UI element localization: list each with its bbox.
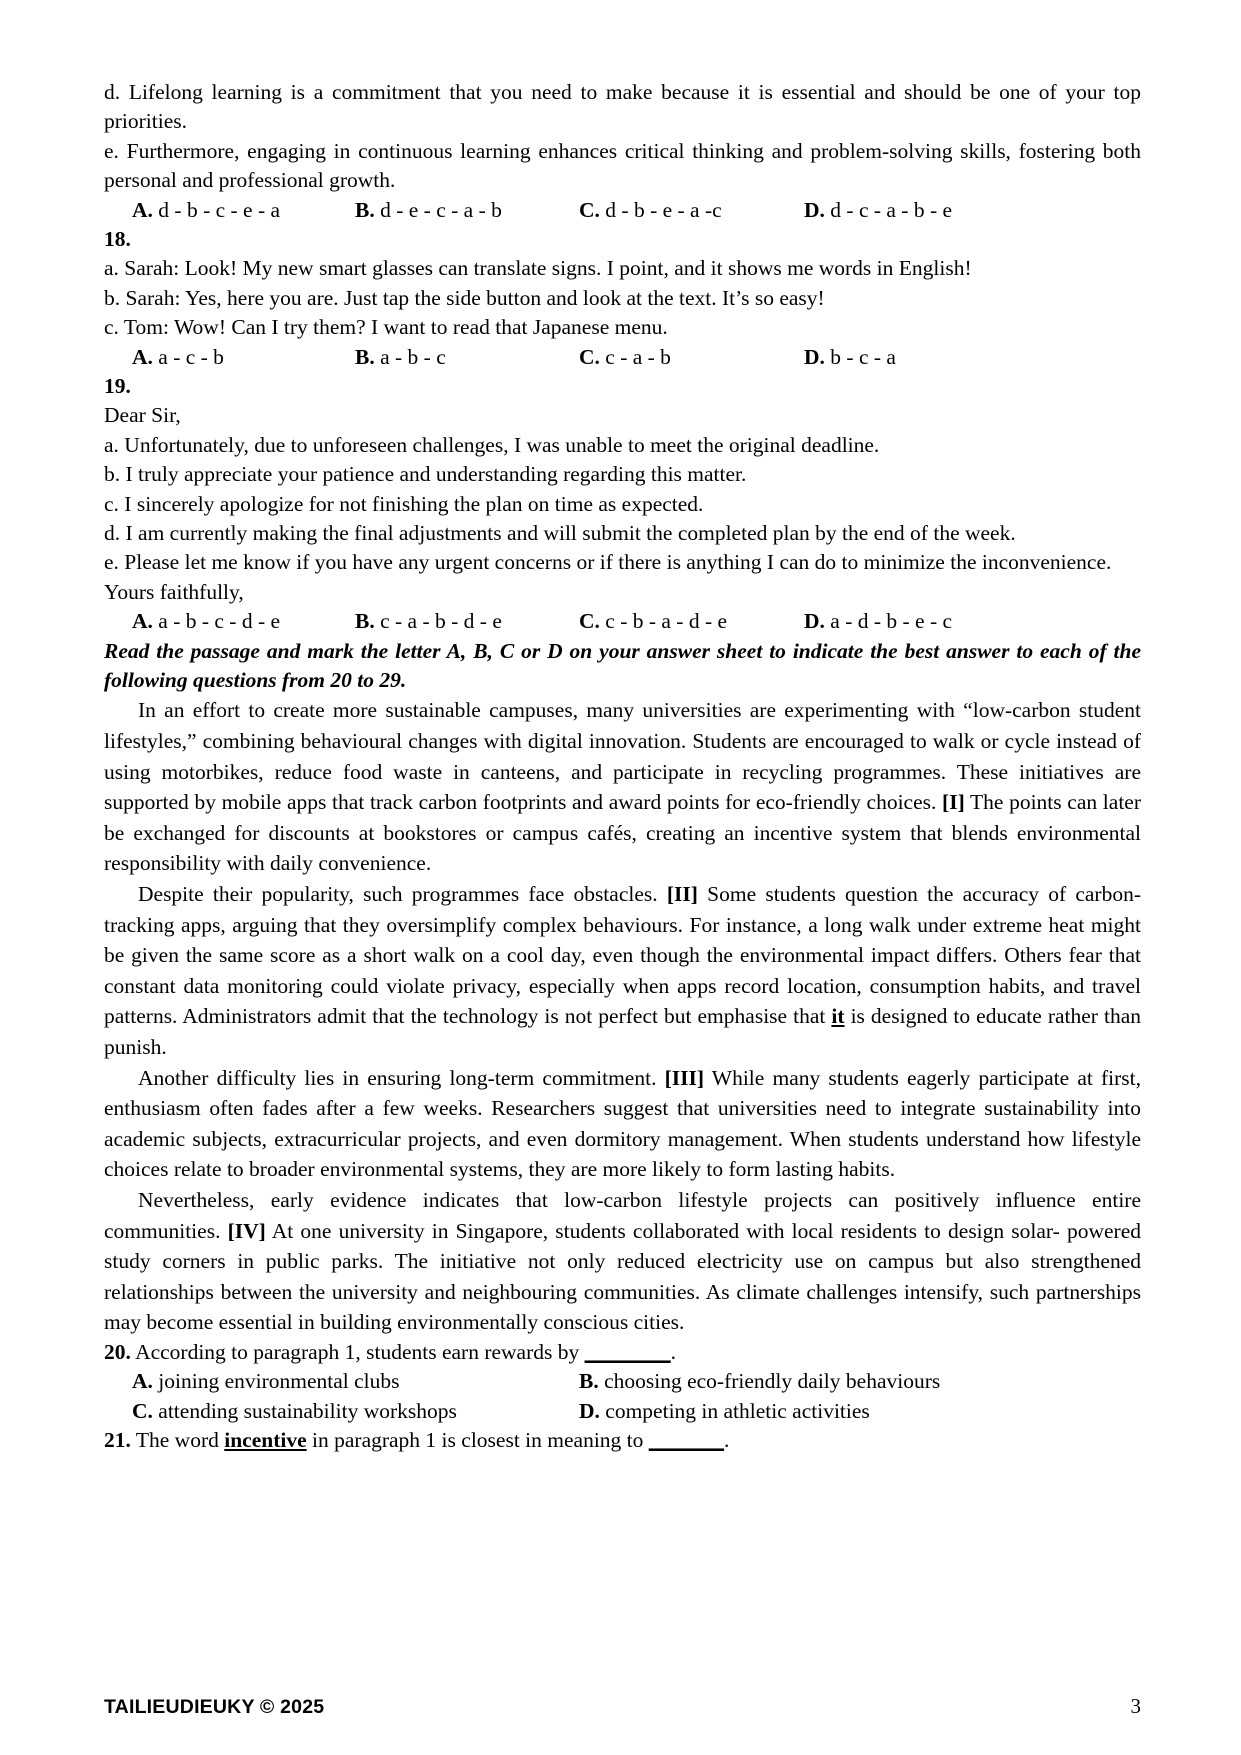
q19-option-c-label: C.	[579, 609, 600, 634]
q19-number: 19.	[104, 374, 131, 399]
q21-stem-mid: in paragraph 1 is closest in meaning to	[306, 1428, 649, 1453]
q18-option-b-label: B.	[355, 344, 375, 369]
q20-option-c-text: attending sustainability workshops	[158, 1398, 457, 1423]
q19-item-e: e. Please let me know if you have any urgent concerns or if there is anything I can do to minimize the inconvenience.	[104, 550, 1112, 575]
insertion-marker-iii: [III]	[664, 1065, 705, 1090]
q20-option-d[interactable]	[579, 1397, 870, 1426]
q19-option-b[interactable]	[355, 607, 502, 636]
q19-option-a-label: A.	[132, 609, 153, 634]
q19-option-d-text: a - d - b - e - c	[830, 609, 953, 634]
q17-option-b-label: B.	[355, 197, 375, 222]
q18-options-row	[104, 343, 1141, 372]
q19-option-d-label: D.	[804, 609, 825, 634]
p4-text-part2: At one university in Singapore, students collaborated with local residents to design solar- powered study corners in public parks. The initiative not only reduced electricity use on campus but also strengthened relationships between the university and neighbouring communities. As climate challenges intensify, such partnerships may become essential in building environmentally conscious cities.	[104, 1218, 1141, 1335]
question-17-continuation	[104, 78, 1141, 225]
q18-option-c[interactable]	[579, 343, 671, 372]
q17-option-c[interactable]	[579, 196, 722, 225]
q19-option-c[interactable]	[579, 607, 727, 636]
q21-stem-after: .	[724, 1428, 730, 1453]
q19-option-a[interactable]	[132, 607, 280, 636]
q18-option-d-text: b - c - a	[830, 344, 896, 369]
q19-item-b: b. I truly appreciate your patience and understanding regarding this matter.	[104, 462, 747, 487]
q21-blank: _______	[648, 1428, 725, 1453]
q19-option-b-text: c - a - b - d - e	[380, 609, 502, 634]
q18-option-d[interactable]	[804, 343, 896, 372]
q19-salutation: Dear Sir,	[104, 403, 181, 428]
q19-option-c-text: c - b - a - d - e	[605, 609, 728, 634]
q20-option-b-label: B.	[579, 1369, 599, 1394]
passage-paragraph-4	[104, 1185, 1141, 1338]
p2-text-part2: Some students question the accuracy of carbon-tracking apps, arguing that they oversimplify complex behaviours. For instance, a long walk under extreme heat might be given the same score as a short walk on a cool day, even though the environmental impact differs. Others fear that constant data monitoring could violate privacy, especially when apps record location, consumption habits, and travel patterns. Administrators admit that the technology is not perfect but emphasise that	[104, 882, 1141, 1029]
q17-option-a-label: A.	[132, 197, 153, 222]
q17-option-d-text: d - c - a - b - e	[830, 197, 953, 222]
q18-option-b-text: a - b - c	[380, 344, 446, 369]
q21-stem-before: The word	[130, 1428, 225, 1453]
q20-option-c[interactable]	[132, 1397, 457, 1426]
passage-paragraph-1	[104, 695, 1141, 879]
q20-option-d-label: D.	[579, 1398, 600, 1423]
q17-option-c-text: d - b - e - a -c	[605, 197, 722, 222]
question-19	[104, 372, 1141, 637]
q18-option-b[interactable]	[355, 343, 446, 372]
q20-option-c-label: C.	[132, 1398, 153, 1423]
q19-option-b-label: B.	[355, 609, 375, 634]
q20-option-b[interactable]	[579, 1367, 940, 1396]
q19-item-a: a. Unfortunately, due to unforeseen challenges, I was unable to meet the original deadline.	[104, 432, 880, 457]
q20-option-b-text: choosing eco-friendly daily behaviours	[604, 1369, 941, 1394]
q18-item-b: b. Sarah: Yes, here you are. Just tap the side button and look at the text. It’s so easy!	[104, 285, 825, 310]
p2-text-part3: is designed to educate rather than punish.	[104, 1004, 1142, 1060]
q18-option-c-text: c - a - b	[605, 344, 671, 369]
q21-stem	[104, 1426, 1141, 1455]
q18-option-d-label: D.	[804, 344, 825, 369]
p2-text-part1: Despite their popularity, such programmes face obstacles.	[138, 882, 667, 907]
p4-text-part1: Nevertheless, early evidence indicates that low-carbon lifestyle projects can positively influence entire communities.	[104, 1187, 1141, 1243]
p1-text-part1: In an effort to create more sustainable campuses, many universities are experimenting with “low-carbon student lifestyles,” combining behavioural changes with digital innovation. Students are encouraged to walk or cycle instead of using motorbikes, reduce food waste in canteens, and participate in recycling programmes. These initiatives are supported by mobile apps that track carbon footprints and award points for eco-friendly choices.	[104, 698, 1141, 815]
question-18	[104, 225, 1141, 372]
q20-option-d-text: competing in athletic activities	[605, 1398, 870, 1423]
q17-option-d-label: D.	[804, 197, 825, 222]
reading-passage	[104, 695, 1141, 1337]
q18-option-a[interactable]	[132, 343, 224, 372]
footer-watermark: TAILIEUDIEUKY © 2025	[104, 1696, 325, 1718]
q20-options-row-1	[104, 1367, 1141, 1396]
q17-option-a[interactable]	[132, 196, 280, 225]
passage-paragraph-2	[104, 879, 1141, 1063]
page-footer	[104, 1694, 1141, 1719]
q17-options-row	[104, 196, 1141, 225]
q18-option-a-label: A.	[132, 344, 153, 369]
p1-text-part2: The points can later be exchanged for discounts at bookstores or campus cafés, creating an incentive system that blends environmental responsibility with daily convenience.	[104, 790, 1141, 876]
q20-option-a-text: joining environmental clubs	[158, 1369, 400, 1394]
insertion-marker-ii: [II]	[666, 882, 698, 907]
q18-item-c: c. Tom: Wow! Can I try them? I want to read that Japanese menu.	[104, 315, 668, 340]
q17-option-b-text: d - e - c - a - b	[380, 197, 502, 222]
q19-options-row	[104, 607, 1141, 636]
q17-option-a-text: d - b - c - e - a	[158, 197, 281, 222]
insertion-marker-i: [I]	[942, 790, 965, 815]
q20-stem-after: .	[670, 1339, 676, 1364]
q18-number: 18.	[104, 227, 131, 252]
q20-option-a[interactable]	[132, 1367, 400, 1396]
q17-item-e: e. Furthermore, engaging in continuous learning enhances critical thinking and problem-solving skills, fostering both personal and professional growth.	[104, 138, 1141, 193]
q18-option-a-text: a - c - b	[158, 344, 224, 369]
q17-item-d: d. Lifelong learning is a commitment that you need to make because it is essential and should be one of your top priorities.	[104, 80, 1141, 134]
reading-instruction: Read the passage and mark the letter A, B, C or D on your answer sheet to indicate the best answer to each of the following questions from 20 to 29.	[104, 638, 1141, 693]
q19-item-d: d. I am currently making the final adjustments and will submit the completed plan by the end of the week.	[104, 521, 1016, 546]
q20-options-row-2	[104, 1397, 1141, 1426]
q20-number: 20.	[104, 1339, 131, 1364]
q18-option-c-label: C.	[579, 344, 600, 369]
p3-text-part2: While many students eagerly participate at first, enthusiasm often fades after a few weeks. Researchers suggest that universities need to integrate sustainability into academic subjects, extracurricular projects, and even dormitory management. When students understand how lifestyle choices relate to broader environmental systems, they are more likely to form lasting habits.	[104, 1065, 1141, 1182]
q20-stem-before: According to paragraph 1, students earn rewards by	[130, 1339, 585, 1364]
q17-option-b[interactable]	[355, 196, 502, 225]
q20-option-a-label: A.	[132, 1369, 153, 1394]
question-20	[104, 1338, 1141, 1426]
q20-blank: ________	[584, 1339, 671, 1364]
p3-text-part1: Another difficulty lies in ensuring long-term commitment.	[138, 1065, 665, 1090]
q19-option-d[interactable]	[804, 607, 952, 636]
q18-item-a: a. Sarah: Look! My new smart glasses can translate signs. I point, and it shows me words in English!	[104, 256, 972, 281]
q19-item-c: c. I sincerely apologize for not finishing the plan on time as expected.	[104, 491, 704, 516]
insertion-marker-iv: [IV]	[227, 1218, 266, 1243]
q20-stem	[104, 1338, 1141, 1367]
p2-underlined-word-it: it	[831, 1004, 845, 1029]
passage-paragraph-3	[104, 1063, 1141, 1185]
q21-number: 21.	[104, 1428, 131, 1453]
q19-option-a-text: a - b - c - d - e	[158, 609, 281, 634]
q17-option-d[interactable]	[804, 196, 952, 225]
q19-closing: Yours faithfully,	[104, 579, 244, 604]
q21-keyword: incentive	[224, 1428, 307, 1453]
page-number: 3	[1130, 1694, 1141, 1718]
question-21	[104, 1426, 1141, 1455]
q17-option-c-label: C.	[579, 197, 600, 222]
